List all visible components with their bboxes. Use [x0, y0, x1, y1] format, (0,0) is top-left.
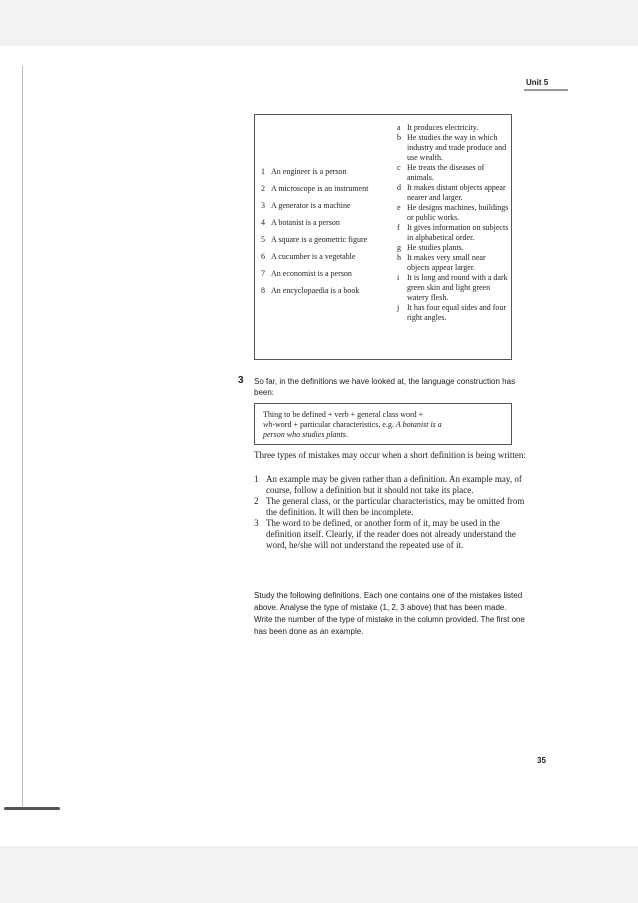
definition-ends-column	[397, 123, 509, 323]
mistakes-intro: Three types of mistakes may occur when a short definition is being written:	[254, 450, 526, 460]
mistakes-list	[254, 474, 526, 551]
list-item: 6 A cucumber is a vegetable	[261, 252, 356, 261]
list-item: 7 An economist is a person	[261, 269, 352, 278]
construction-formula-box	[254, 403, 512, 445]
exercise-instructions: Study the following definitions. Each one contains one of the mistakes listed above. Analyse the type of mistake (1, 2, 3 above) that has been made. Write the number of the type of mistake in the column provided. The first one has been done as an example.	[254, 591, 525, 636]
construction-formula: Thing to be defined + verb + general class word + wh-word + particular characteristics, e.g. A botanist is a person who studies plants.	[263, 410, 442, 439]
list-item: 3 A generator is a machine	[261, 201, 351, 210]
list-item: d It makes distant objects appear nearer and larger.	[397, 183, 506, 202]
list-item: 4 A botanist is a person	[261, 218, 340, 227]
left-margin-rule	[22, 66, 23, 806]
list-item: b He studies the way in which industry and trade produce and use wealth.	[397, 133, 507, 162]
list-item: a It produces electricity.	[397, 123, 479, 132]
list-item: 1 An example may be given rather than a definition. An example may, of course, follow a definition but it should not take its place.	[254, 474, 522, 495]
list-item: 2 A microscope is an instrument	[261, 184, 369, 193]
section-intro: So far, in the definitions we have looked at, the language construction has been:	[254, 377, 516, 397]
unit-underline	[524, 89, 568, 91]
list-item: 8 An encyclopaedia is a book	[261, 286, 360, 295]
definition-starts-column	[261, 167, 389, 303]
list-item: 3 The word to be defined, or another form of it, may be used in the definition itself. Clearly, if the reader does not already understand the word, he/she will not understand the repeated use of it.	[254, 518, 516, 550]
section-number: 3	[238, 375, 244, 386]
list-item: f It gives information on subjects in alphabetical order.	[397, 223, 509, 242]
list-item: 1 An engineer is a person	[261, 167, 347, 176]
list-item: i It is long and round with a dark green skin and light green watery flesh.	[397, 273, 508, 302]
list-item: 2 The general class, or the particular characteristics, may be omitted from the definition. It will then be incomplete.	[254, 496, 525, 517]
list-item: g He studies plants.	[397, 243, 464, 252]
list-item: e He designs machines, buildings or public works.	[397, 203, 509, 222]
list-item: c He treats the diseases of animals.	[397, 163, 485, 182]
binding-smudge	[4, 807, 60, 810]
list-item: h It makes very small near objects appear larger.	[397, 253, 486, 272]
page-number: 35	[537, 756, 546, 765]
book-page	[0, 46, 638, 846]
unit-label: Unit 5	[526, 78, 549, 87]
list-item: j It has four equal sides and four right angles.	[397, 303, 507, 322]
matching-exercise-box	[254, 114, 512, 360]
list-item: 5 A square is a geometric figure	[261, 235, 368, 244]
